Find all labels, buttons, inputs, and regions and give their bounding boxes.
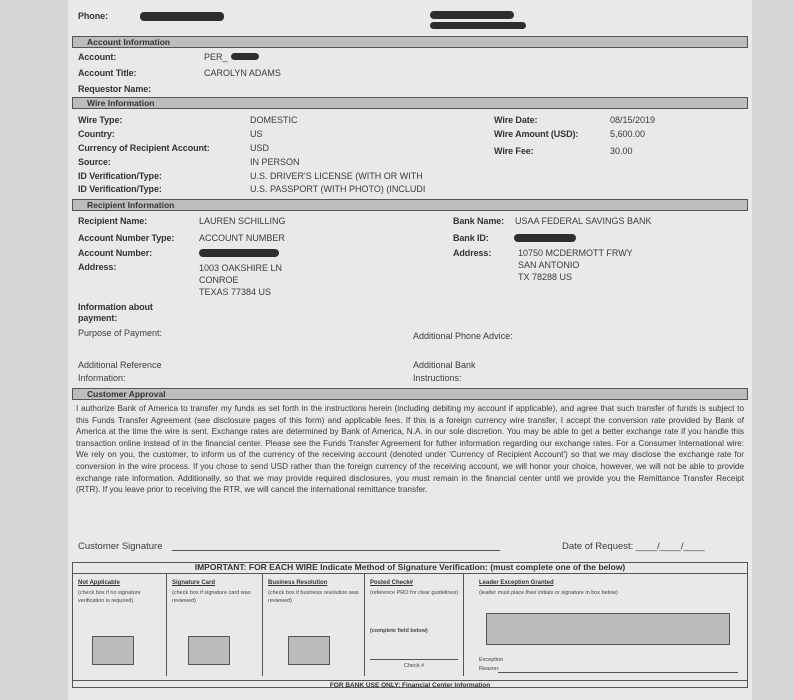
id-verification-label-1: ID Verification/Type: [78, 171, 162, 181]
country-label: Country: [78, 129, 115, 139]
date-of-request[interactable]: Date of Request: ____/____/____ [562, 541, 705, 552]
approval-paragraph: I authorize Bank of America to transfer my funds as set forth in the instructions herein (including debiting my account if applicable), and agree that such transfer of funds is subject to this Funds Transfer Agreement (see disclosure pages of this form) and applicable fees. If this is a foreign currency wire transfer, I accept the conversion rate provided by Bank of America at the time the wire is sent. Exchange rates are determined by Bank of America, N.A. in our sole discretion. You may be able to get a better exchange rate if you handle this transaction online instead of in the financial center. Please see the Funds Transfer Agreement for futher information regarding our exchange rates. For a Consumer International wire: We rely on you, the customer, to inform us of the currency of the receiving account (denoted under 'Currency of Recipient Account') so that we may disclose the exchange rate for conversion in the wire process. If you chose to send USD rather than the foreign currency of the receiving account, we will honor your choice, however, we will not be able to provide exchange rate information. Additionally, so that we may provide required disclosures, you must remain in the financial center until we provide you the Remittance Transfer Receipt (RTR). If you leave prior to receiving the RTR, we will cancel the international remittance transfer. [76, 404, 744, 495]
account-title-value: CAROLYN ADAMS [204, 68, 281, 78]
id-verification-value-1: U.S. DRIVER'S LICENSE (WITH OR WITH [250, 171, 423, 181]
wire-fee-value: 30.00 [610, 146, 633, 156]
col-divider-2 [262, 574, 263, 676]
bank-id-redaction [514, 234, 576, 242]
bank-use-only-footer: FOR BANK USE ONLY: Financial Center Information [72, 680, 748, 690]
source-value: IN PERSON [250, 157, 300, 167]
col-signature-card-heading: Signature Card [172, 580, 216, 586]
bank-address-line-1: 10750 MCDERMOTT FRWY [518, 248, 633, 258]
bank-name-value: USAA FEDERAL SAVINGS BANK [515, 216, 652, 226]
phone-redaction [140, 12, 224, 21]
customer-approval-header: Customer Approval [72, 388, 748, 400]
account-info-header: Account Information [72, 36, 748, 48]
col-posted-check-heading: Posted Check# [370, 580, 414, 586]
wire-request-form [68, 0, 752, 700]
wire-date-value: 08/15/2019 [610, 115, 656, 125]
col-business-resolution-heading: Business Resolution [268, 580, 328, 586]
reason-label: Reason: [479, 666, 500, 672]
check-number-label: Check # [404, 663, 425, 669]
wire-amount-value: 5,600.00 [610, 129, 646, 139]
source-label: Source: [78, 157, 111, 167]
col-not-applicable-text: (check box if no signature verification is required) [78, 590, 141, 604]
top-right-redaction [430, 11, 514, 19]
id-verification-value-2: U.S. PASSPORT (WITH PHOTO) (INCLUDI [250, 184, 426, 194]
address-line-1: 1003 OAKSHIRE LN [199, 263, 283, 273]
check-number-line[interactable] [370, 659, 458, 660]
recipient-name-label: Recipient Name: [78, 216, 148, 226]
col-posted-check-text: (reference PRO for clear guidelines) [370, 590, 459, 596]
wire-info-header: Wire Information [72, 97, 748, 109]
col-signature-card-text: (check box if signature card was reviewed) [172, 590, 251, 604]
account-value: PER_ [204, 52, 228, 62]
bank-address-line-3: TX 78288 US [518, 272, 573, 282]
additional-bank-label-2: Instructions: [413, 373, 462, 383]
not-applicable-checkbox[interactable] [92, 636, 134, 665]
country-value: US [250, 129, 263, 139]
account-redaction [231, 53, 259, 60]
bank-name-label: Bank Name: [453, 216, 505, 226]
currency-label: Currency of Recipient Account: [78, 143, 210, 153]
bank-address-label: Address: [453, 248, 492, 258]
additional-ref-label-2: Information: [78, 373, 126, 383]
col-leader-exception-heading: Leader Exception Granted [479, 580, 554, 586]
purpose-label: Purpose of Payment: [78, 328, 163, 338]
bank-id-label: Bank ID: [453, 233, 489, 243]
account-label: Account: [78, 52, 117, 62]
additional-ref-label-1: Additional Reference [78, 360, 162, 370]
wire-type-value: DOMESTIC [250, 115, 298, 125]
wire-amount-label: Wire Amount (USD): [494, 129, 579, 139]
col-not-applicable-heading: Not Applicable [78, 580, 120, 586]
wire-fee-label: Wire Fee: [494, 146, 534, 156]
info-payment-label-1: Information about [78, 302, 153, 312]
additional-bank-label-1: Additional Bank [413, 360, 476, 370]
recipient-info-header: Recipient Information [72, 199, 748, 211]
verification-title: IMPORTANT: FOR EACH WIRE Indicate Method of Signature Verification: (must complete one of the below) [72, 562, 748, 574]
top-right-redaction-2 [430, 22, 526, 29]
phone-label: Phone: [78, 11, 108, 21]
address-line-3: TEXAS 77384 US [199, 287, 272, 297]
business-resolution-checkbox[interactable] [288, 636, 330, 665]
bank-address-line-2: SAN ANTONIO [518, 260, 580, 270]
signature-card-checkbox[interactable] [188, 636, 230, 665]
id-verification-label-2: ID Verification/Type: [78, 184, 162, 194]
currency-value: USD [250, 143, 270, 153]
reason-line[interactable] [498, 672, 738, 673]
additional-phone-label: Additional Phone Advice: [413, 331, 513, 341]
wire-date-label: Wire Date: [494, 115, 538, 125]
account-title-label: Account Title: [78, 68, 137, 78]
account-number-label: Account Number: [78, 248, 153, 258]
info-payment-label-2: payment: [78, 313, 118, 323]
col-leader-exception-text: (leader must place their initials or signature in box below) [479, 590, 618, 596]
customer-signature-line[interactable] [172, 550, 500, 551]
col-divider-1 [166, 574, 167, 676]
col-divider-4 [463, 574, 464, 676]
address-label: Address: [78, 262, 117, 272]
wire-type-label: Wire Type: [78, 115, 123, 125]
account-number-redaction [199, 249, 279, 257]
recipient-name-value: LAUREN SCHILLING [199, 216, 286, 226]
exception-label: Exception [479, 657, 504, 663]
requestor-label: Requestor Name: [78, 84, 152, 94]
col-business-resolution-text: (check box if business resolution was reviewed) [268, 590, 359, 604]
account-number-type-label: Account Number Type: [78, 233, 175, 243]
col-divider-3 [364, 574, 365, 676]
account-number-type-value: ACCOUNT NUMBER [199, 233, 285, 243]
customer-signature-label: Customer Signature [78, 541, 163, 552]
leader-initials-box[interactable] [486, 613, 730, 645]
col-posted-check-extra: (complete field below) [370, 628, 428, 634]
address-line-2: CONROE [199, 275, 239, 285]
